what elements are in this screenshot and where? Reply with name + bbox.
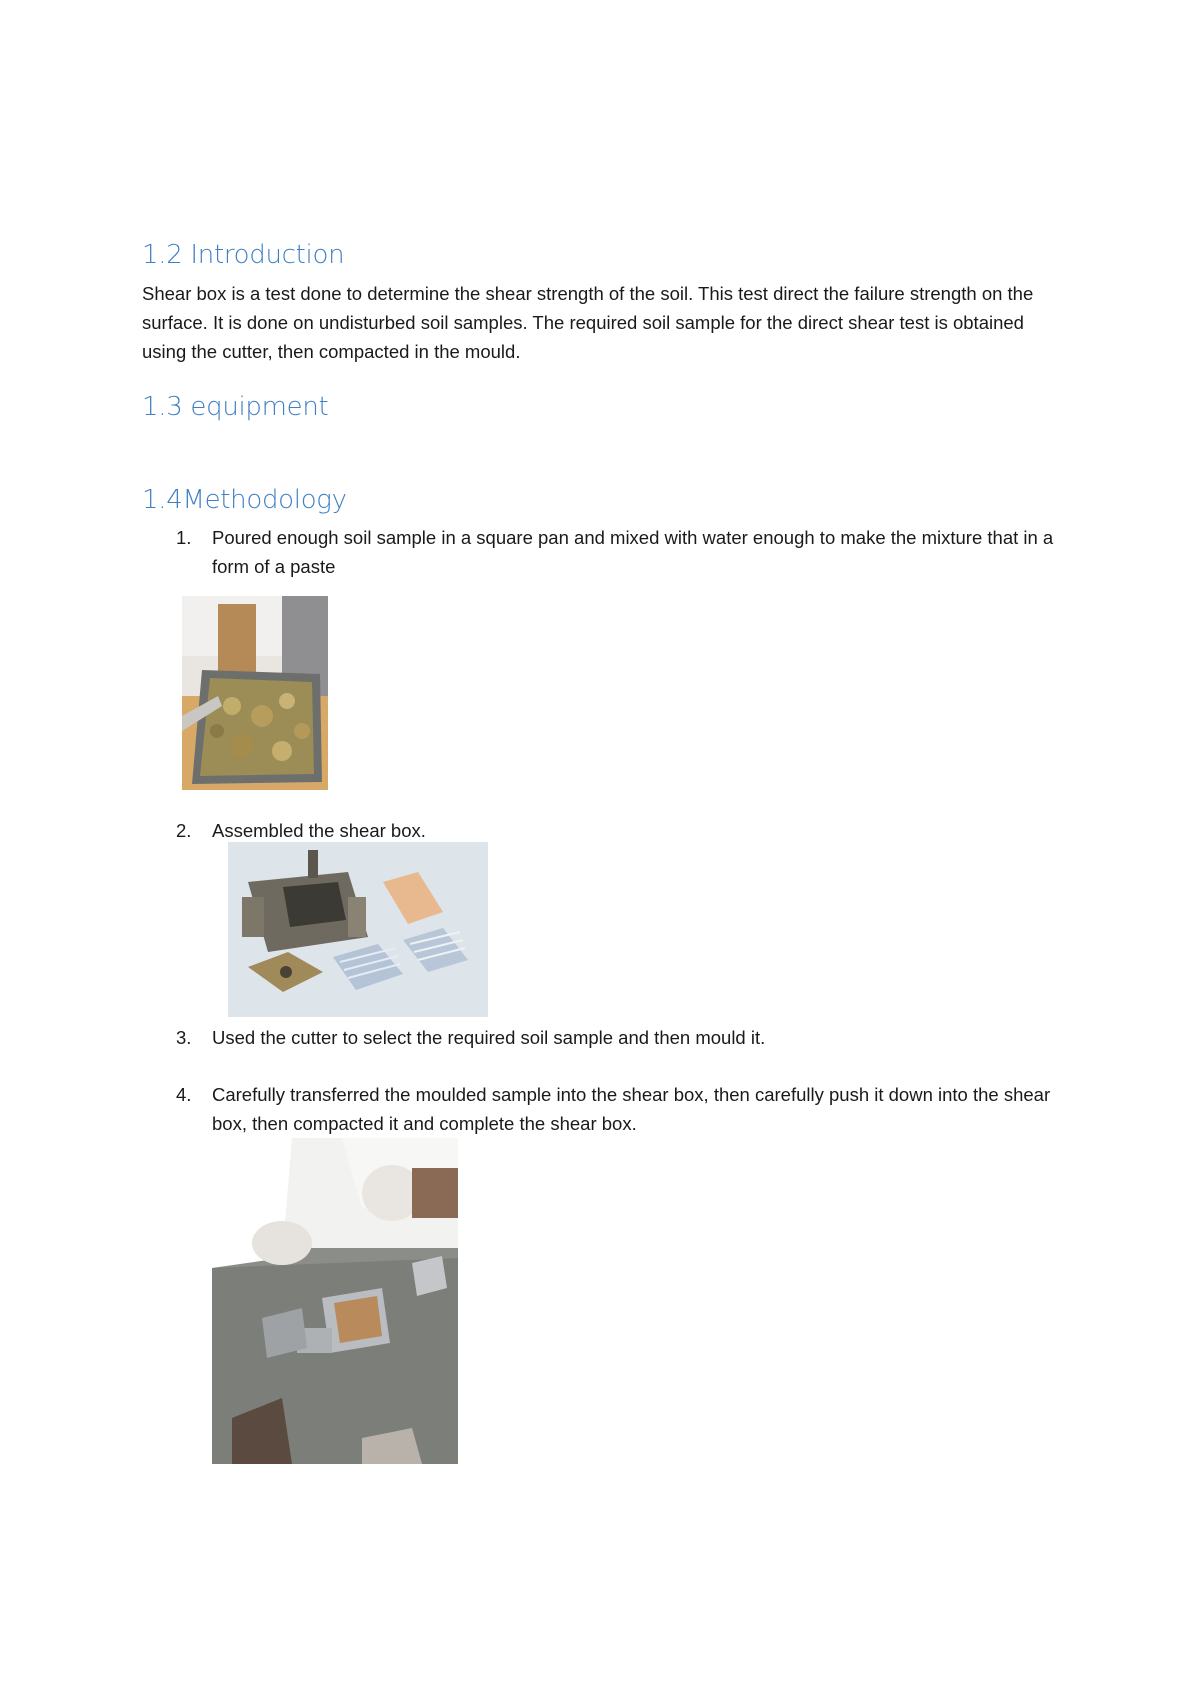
step-number: 2. — [176, 820, 192, 841]
methodology-step-1 — [176, 523, 1066, 581]
step-text: Poured enough soil sample in a square pan and mixed with water enough to make the mixture that in a form of a paste — [212, 527, 1054, 577]
step-number: 3. — [176, 1027, 192, 1048]
methodology-step-3 — [176, 1023, 1066, 1052]
soil-pan-photo — [182, 596, 328, 790]
step-text: Carefully transferred the moulded sample into the shear box, then carefully push it down into the shear box, then compacted it and complete the shear box. — [212, 1084, 1051, 1134]
step-text: Used the cutter to select the required soil sample and then mould it. — [212, 1027, 766, 1048]
methodology-step-2 — [176, 816, 1066, 845]
step-number: 4. — [176, 1084, 192, 1105]
methodology-heading: 1.4Methodology — [142, 485, 347, 515]
step-text: Assembled the shear box. — [212, 820, 426, 841]
equipment-heading: 1.3 equipment — [142, 392, 329, 422]
introduction-heading: 1.2 Introduction — [142, 240, 345, 270]
shear-box-components-photo — [228, 842, 488, 1017]
methodology-step-4 — [176, 1080, 1066, 1138]
step-number: 1. — [176, 527, 192, 548]
sample-transfer-photo — [212, 1138, 458, 1464]
introduction-paragraph: Shear box is a test done to determine the shear strength of the soil. This test direct the failure strength on the surface. It is done on undisturbed soil samples. The required soil sample for the direct shear test is obtained using the cutter, then compacted in the mould. — [142, 283, 1034, 362]
